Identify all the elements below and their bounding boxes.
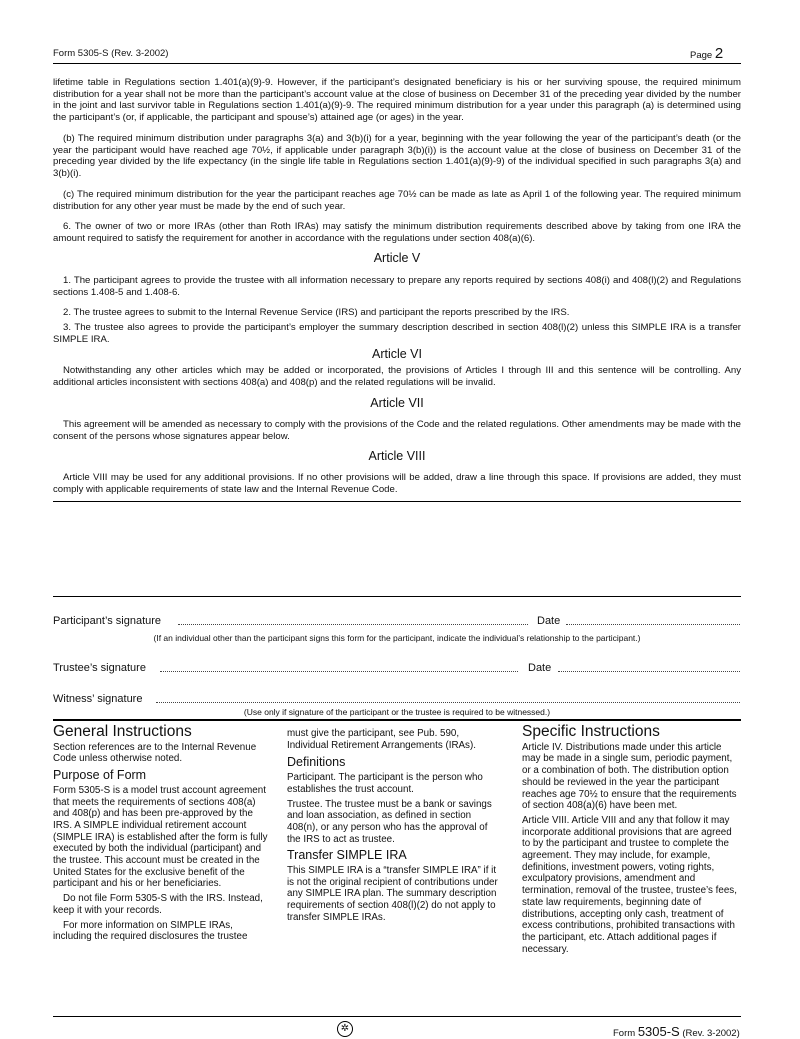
participant-signature-note: (If an individual other than the participant signs this form for the participant, indicate the individual’s relationship to the participant.) [153, 633, 641, 643]
article-viii-text [53, 472, 741, 495]
page-indicator [690, 45, 723, 62]
more-info-text: For more information on SIMPLE IRAs, including the required disclosures the trustee [53, 919, 248, 943]
paragraph-5c [53, 189, 741, 212]
additional-provisions-top-rule [53, 501, 741, 502]
page-number: 2 [714, 45, 724, 62]
specific-instructions-column [522, 723, 741, 958]
article-vii-text [53, 419, 741, 442]
paragraph-text: (c) The required minimum distribution for the year the participant reaches age 70½ can be made as late as April 1 of the following year. The required minimum distribution for any other year must be made by the end of such year. [53, 189, 741, 212]
more-info-continued: must give the participant, see Pub. 590, Individual Retirement Arrangements (IRAs). [287, 728, 476, 751]
definitions-column [287, 728, 502, 927]
participant-signature-label: Participant’s signature [53, 615, 162, 627]
paragraph-text: 2. The trustee agrees to submit to the Internal Revenue Service (IRS) and participant the reports prescribed by the IRS. [63, 307, 570, 318]
footer-form-word: Form [613, 1028, 636, 1039]
trustee-date-line[interactable] [558, 671, 740, 672]
trustee-signature-label: Trustee’s signature [53, 662, 146, 674]
general-instructions-title: General Instructions [53, 723, 192, 740]
article-viii-title: Article VIII [368, 449, 426, 463]
paragraph-text: lifetime table in Regulations section 1.401(a)(9)-9. However, if the participant’s designated beneficiary is his or her surviving spouse, the required minimum distribution for a year shall not be more than the participant’s account value at the close of business on December 31 of the preceding year divided by the number in the joint and last survivor table in Regulations section 1.401(a)(9)-9. The required minimum distribution for a year under this paragraph (a) is determined using the participant’s (or, if applicable, the participant and spouse’s) attained age (or ages) in the year. [53, 77, 741, 123]
definitions-title: Definitions [287, 755, 346, 770]
article-iv-instruction: Article IV. Distributions made under this article may be made in a single sum, periodic payment, or a combination of both. The distribution option should be reviewed in the year the participant reaches age 70½ to ensure that the requirements of section 408(a)(6) have been met. [522, 741, 737, 812]
instructions-top-rule [53, 719, 741, 721]
general-intro: Section references are to the Internal Revenue Code unless otherwise noted. [53, 741, 257, 765]
article-vii-title: Article VII [370, 396, 424, 410]
additional-provisions-space[interactable] [53, 503, 741, 595]
recycle-icon: ✲ [337, 1021, 353, 1037]
trustee-date-label: Date [528, 662, 552, 674]
paragraph-text: 1. The participant agrees to provide the trustee with all information necessary to prepare any reports required by sections 408(i) and 408(l)(2) and Regulations sections 1.408-5 and 1.408-6. [53, 275, 741, 298]
paragraph-text: Article VIII may be used for any additional provisions. If no other provisions will be added, draw a line through this space. If provisions are added, they must comply with applicable requirements of state law and the Internal Revenue Code. [53, 472, 741, 495]
paragraph-5a-continued [53, 77, 741, 123]
article-viii-instruction: Article VIII. Article VIII and any that follow it may incorporate additional provisions that are agreed to by the participant and trustee to complete the agreement. They may include, for example, definitions, investment powers, voting rights, exculpatory provisions, amendment and termination, removal of the trustee, trustee’s fees, state law requirements, beginning date of distributions, accepting only cash, treatment of excess contributions, prohibited transactions with the participant, etc. Attach additional pages if necessary. [522, 814, 737, 955]
form-label: Form 5305-S (Rev. 3-2002) [53, 48, 169, 59]
article-v-item-3 [53, 322, 741, 345]
footer-form-number: 5305-S [637, 1024, 680, 1039]
article-vi-text [53, 365, 741, 388]
paragraph-text: 6. The owner of two or more IRAs (other than Roth IRAs) may satisfy the minimum distribution requirements described above by taking from one IRA the amount required to satisfy the requirement for another in accordance with the regulations under section 408(a)(6). [53, 221, 741, 244]
participant-definition: Participant. The participant is the person who establishes the trust account. [287, 772, 483, 795]
paragraph-text: Notwithstanding any other articles which may be added or incorporated, the provisions of Articles I through III and this sentence will be controlling. Any additional articles inconsistent with sections 408(a) and 408(p) and the related regulations will be invalid. [53, 365, 741, 388]
article-vi-title: Article VI [371, 347, 422, 361]
specific-instructions-title: Specific Instructions [522, 723, 660, 740]
paragraph-text: This agreement will be amended as necessary to comply with the provisions of the Code and the related regulations. Other amendments may be made with the consent of the persons whose signatures appear below. [53, 419, 741, 442]
paragraph-text: (b) The required minimum distribution under paragraphs 3(a) and 3(b)(i) for a year, beginning with the year following the year of the participant’s death (or the year the participant would have reached age 70½, if applicable under paragraph 3(b)(i)) is the account value at the close of business on December 31 of the preceding year divided by the life expectancy (in the single life table in Regulations section 1.401(a)(9)-9) of the individual specified in such paragraphs 3(a) and 3(b)(i). [53, 133, 741, 179]
transfer-simple-ira-title: Transfer SIMPLE IRA [287, 848, 407, 863]
paragraph-6 [53, 221, 741, 244]
page-label: Page [690, 50, 713, 61]
witness-signature-label: Witness’ signature [53, 693, 143, 705]
purpose-title: Purpose of Form [53, 768, 147, 783]
footer-revision: (Rev. 3-2002) [682, 1028, 740, 1039]
header-rule [53, 63, 741, 64]
footer-rule [53, 1016, 741, 1017]
trustee-definition: Trustee. The trustee must be a bank or savings and loan association, as defined in section 408(n), or any person who has the approval of the IRS to act as trustee. [287, 798, 492, 845]
additional-provisions-bottom-rule [53, 596, 741, 597]
general-instructions-column [53, 723, 270, 946]
article-v-title: Article V [373, 251, 421, 265]
trustee-signature-line[interactable] [160, 671, 518, 672]
transfer-simple-ira-text: This SIMPLE IRA is a “transfer SIMPLE IRA” if it is not the original recipient of contributions under any SIMPLE IRA plan. The summary description requirements of section 408(l)(2) do not apply to transfer SIMPLE IRAs. [287, 865, 498, 923]
witness-signature-line[interactable] [156, 702, 740, 703]
participant-date-label: Date [537, 615, 561, 627]
article-v-item-2 [53, 307, 741, 319]
witness-signature-note: (Use only if signature of the participant or the trustee is required to be witnessed.) [243, 707, 551, 717]
paragraph-5b [53, 133, 741, 179]
participant-signature-line[interactable] [178, 624, 528, 625]
footer-form-label [613, 1024, 740, 1039]
article-v-item-1 [53, 275, 741, 298]
paragraph-text: 3. The trustee also agrees to provide the participant’s employer the summary description described in section 408(l)(2) unless this SIMPLE IRA is a transfer SIMPLE IRA. [53, 322, 741, 345]
purpose-text: Form 5305-S is a model trust account agreement that meets the requirements of sections 408(a) and 408(p) and has been pre-approved by the IRS. A SIMPLE individual retirement account (SIMPLE IRA) is established after the form is fully executed by both the individual (participant) and the trustee. This account must be created in the United States for the exclusive benefit of the participant and his or her beneficiaries. [53, 784, 268, 890]
participant-date-line[interactable] [566, 624, 740, 625]
do-not-file-text: Do not file Form 5305-S with the IRS. Instead, keep it with your records. [53, 893, 263, 916]
